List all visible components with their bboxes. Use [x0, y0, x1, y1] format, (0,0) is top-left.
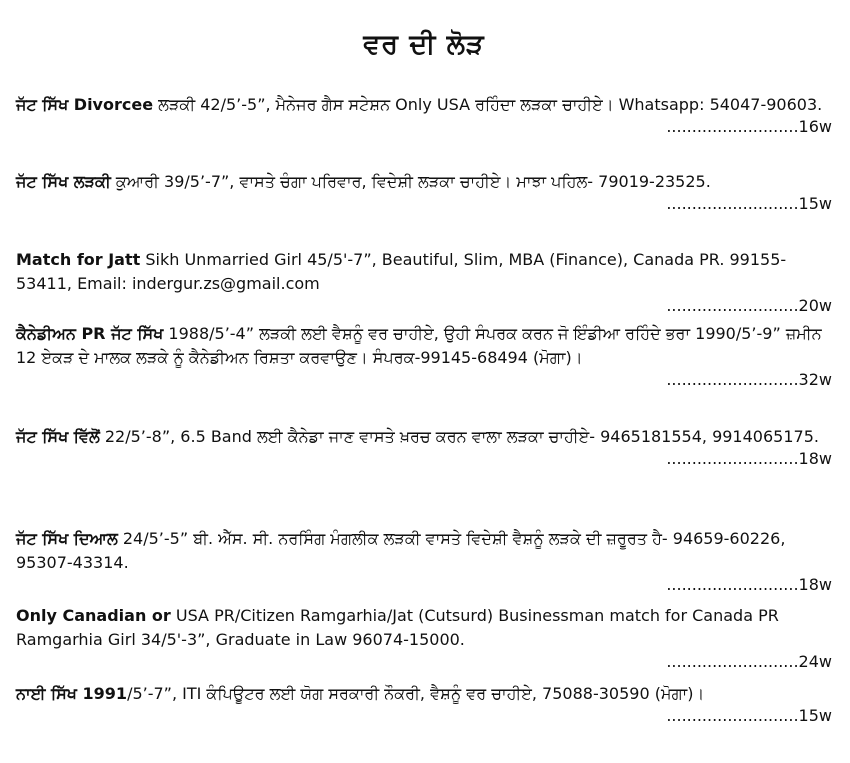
ad-5-body: 22/5’-8”, 6.5 Band ਲਈ ਕੈਨੇਡਾ ਜਾਣ ਵਾਸਤੇ ਖ਼ਰਚ ਕਰਨ ਵਾਲਾ ਲੜਕਾ ਚਾਹੀਏ- 9465181554, 9914065175. [99, 427, 819, 446]
ad-4-body: 1988/5’-4” ਲੜਕੀ ਲਈ ਵੈਸ਼ਨੂੰ ਵਰ ਚਾਹੀਏ, ਉਹੀ ਸੰਪਰਕ ਕਰਨ ਜੋ ਇੰਡੀਆ ਰਹਿੰਦੇ ਭਰਾ 1990/5’-9” ਜ਼ਮੀਨ 12 ਏਕੜ ਦੇ ਮਾਲਕ ਲੜਕੇ ਨੂੰ ਕੈਨੇਡੀਅਨ ਰਿਸ਼ਤਾ ਕਰਵਾਉਣ। ਸੰਪਰਕ-99145-68494 (ਮੋਗਾ)। [16, 324, 822, 367]
ad-7-lead: Only Canadian or [16, 606, 171, 625]
ad-7-body: USA PR/Citizen Ramgarhia/Jat (Cutsurd) Businessman match for Canada PR Ramgarhia Girl 34/5'-3”, Graduate in Law 96074-15000. [16, 606, 779, 649]
ad-3-lead: Match for Jatt [16, 250, 141, 269]
page-title: ਵਰ ਦੀ ਲੋੜ [363, 29, 485, 60]
ad-2-code: ..........................15w [666, 194, 832, 213]
classified-ad-1 [16, 93, 832, 139]
classified-ad-6 [16, 527, 832, 597]
classified-ad-2 [16, 170, 832, 216]
ad-6-code: ..........................18w [666, 575, 832, 594]
ad-5-lead: ਜੱਟ ਸਿੱਖ ਵਿੱਲੋਂ [16, 427, 100, 446]
ad-4-lead: ਕੈਨੇਡੀਅਨ PR ਜੱਟ ਸਿੱਖ [16, 324, 164, 343]
ad-3-body: Sikh Unmarried Girl 45/5'-7”, Beautiful, Slim, MBA (Finance), Canada PR. 99155-53411, Email: indergur.zs@gmail.com [16, 250, 787, 293]
ad-2-body: ਕੁਆਰੀ 39/5’-7”, ਵਾਸਤੇ ਚੰਗਾ ਪਰਿਵਾਰ, ਵਿਦੇਸ਼ੀ ਲੜਕਾ ਚਾਹੀਏ। ਮਾਝਾ ਪਹਿਲ- 79019-23525. [110, 172, 711, 191]
ad-1-code: ..........................16w [666, 117, 832, 136]
ad-1-body: ਲੜਕੀ 42/5’-5”, ਮੈਨੇਜਰ ਗੈਸ ਸਟੇਸ਼ਨ Only USA ਰਹਿੰਦਾ ਲੜਕਾ ਚਾਹੀਏ। Whatsapp: 54047-90603. [153, 95, 823, 114]
ad-6-lead: ਜੱਟ ਸਿੱਖ ਦਿਆਲ [16, 529, 118, 548]
ad-3-code: ..........................20w [666, 296, 832, 315]
ad-5-code: ..........................18w [666, 449, 832, 468]
classified-ad-3 [16, 248, 832, 318]
ad-2-lead: ਜੱਟ ਸਿੱਖ ਲੜਕੀ [16, 172, 111, 191]
ad-7-code: ..........................24w [666, 652, 832, 671]
ad-1-lead: ਜੱਟ ਸਿੱਖ Divorcee [16, 95, 154, 114]
classified-ad-7 [16, 604, 832, 674]
classified-ad-4 [16, 322, 832, 392]
ad-6-body: 24/5’-5” ਬੀ. ਐੱਸ. ਸੀ. ਨਰਸਿੰਗ ਮੰਗਲੀਕ ਲੜਕੀ ਵਾਸਤੇ ਵਿਦੇਸ਼ੀ ਵੈਸ਼ਨੂੰ ਲੜਕੇ ਦੀ ਜ਼ਰੂਰਤ ਹੈ- 94659-60226, 95307-43314. [16, 529, 786, 572]
ad-8-body: /5’-7”, ITI ਕੰਪਿਊਟਰ ਲਈ ਯੋਗ ਸਰਕਾਰੀ ਨੌਕਰੀ, ਵੈਸ਼ਨੂੰ ਵਰ ਚਾਹੀਏ, 75088-30590 (ਮੋਗਾ)। [127, 684, 705, 703]
classified-ad-5 [16, 425, 832, 471]
classified-ad-8 [16, 682, 832, 728]
ad-8-lead: ਨਾਈ ਸਿੱਖ 1991 [16, 684, 128, 703]
ad-4-code: ..........................32w [666, 370, 832, 389]
ad-8-code: ..........................15w [666, 706, 832, 725]
